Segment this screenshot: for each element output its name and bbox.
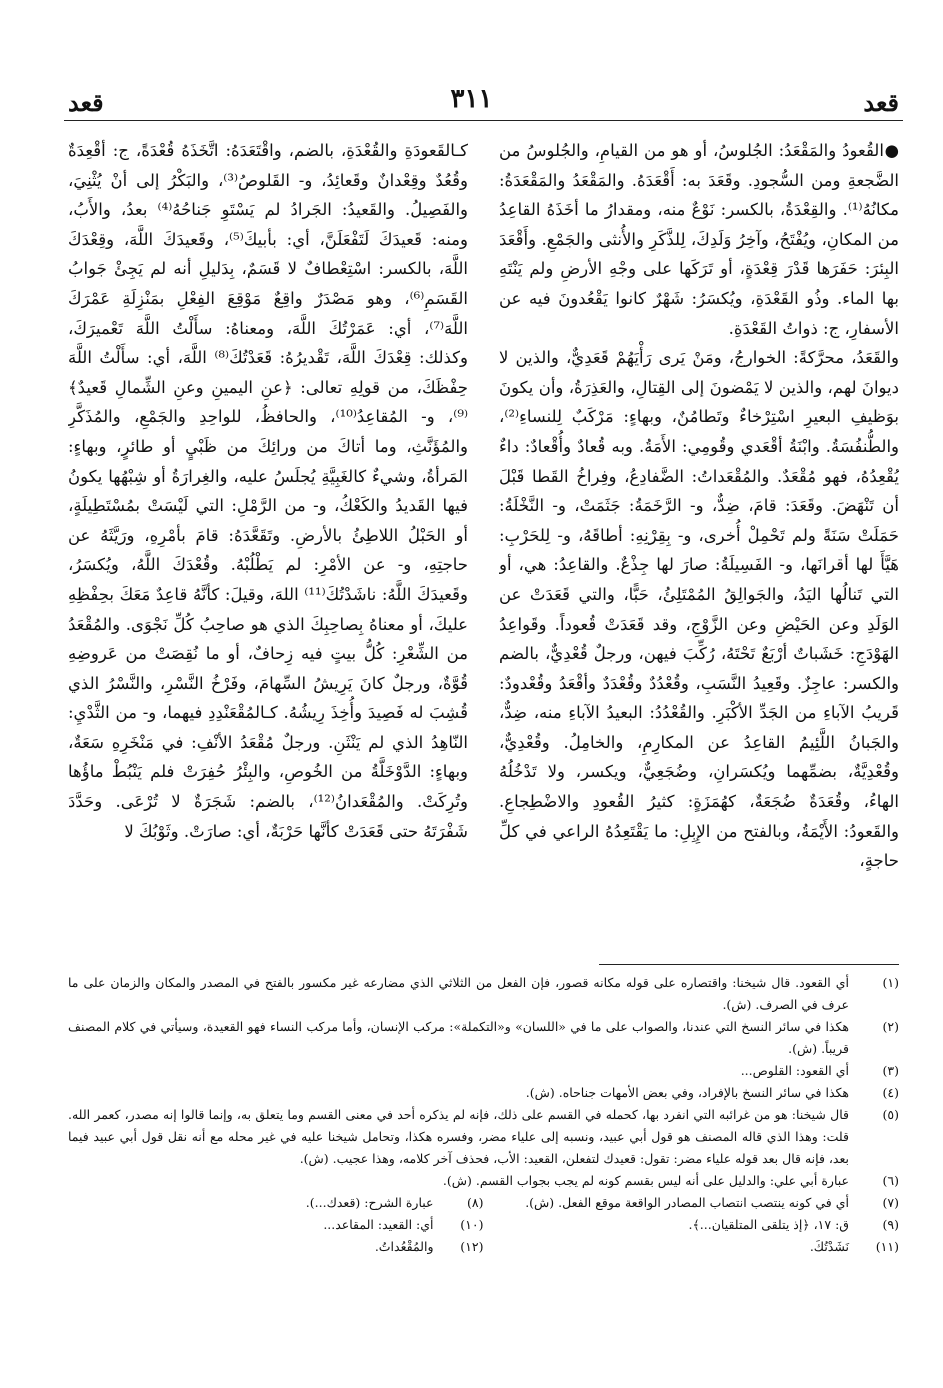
footnotes [68,972,899,1372]
footnote: (٢) هكذا في سائر النسخ التي عندنا، والصواب على ما في «اللسان» و«التكملة»: مركب الإنسان، وأما مركب النساء فهو القعيدة، وسيأتي في كلام المصنف قريباً. (ش). [68,1019,899,1056]
entry-paragraph: كـالقَعودَةِ والقُعْدَةِ، بالضم، واقْتَعَدَهُ: اتَّخَذَهُ قُعْدَةً، ج: أقْعِدَةٌ وقُعُدٌ وقِعْدانٌ وقَعائِدُ، و- القَلوصُ⁽³⁾، والبَكْرُ إلى أنْ يُثْنِيَ، والفَصِيلُ. والقَعيدُ: الجَرادُ لم يَسْتَوِ جَناحُهُ⁽⁴⁾ بعدُ، والأَبُ، ومنه: قَعيدَكَ لَتَفْعَلَنَّ، أي: بأبيكَ⁽⁵⁾، وقَعيدَكَ اللَّهَ، وقِعْدَكَ اللَّهَ، بالكسر: اسْتِعْطافٌ لا قَسَمٌ، بِدَليلِ أنه لم يَجِئْ جَوابُ القَسَمِ⁽⁶⁾، وهو مَصْدَرٌ واقِعٌ مَوْقِعَ الفِعْلِ بمَنْزِلَةِ عَمْرَكَ اللَّهَ⁽⁷⁾، أي: عَمَرْتُكَ اللَّهَ، ومعناهُ: سأَلْتُ اللَّهَ تَعْميرَكَ، وكذلك: قِعْدَكَ اللَّهَ، تَقْديرُهُ: قَعَدْتُكَ⁽⁸⁾ اللَّهَ، أي: سأَلْتُ اللَّهَ حِفْظَكَ، من قولِهِ تعالى: ﴿عنِ اليمينِ وعنِ الشِّمالِ قَعيدٌ﴾⁽⁹⁾، و- المُقاعِدُ⁽¹⁰⁾، والحافظُ، للواحِدِ والجَمْعِ، والمُذَكَّرِ والمُؤَنَّثِ، وما أتاكَ من ورائِكَ من ظَبْيٍ أو طائرٍ، وبهاءٍ: المَرأةُ، وشيءٌ كالغَبِيَّةِ يُجلَسُ عليه، والغِرارَةُ أو شِبْهُها يكونُ فيها القَديدُ والكَعْكُ، و- من الرَّمْلِ: التي لَيْسَتْ بمُسْتَطِيلَةٍ، أو الحَبْلُ اللاطِئُ بالأرضِ. وتَقَعَّدَهُ: قامَ بأمْرِهِ، ورَيَّثَهُ عن حاجتِهِ، و- عن الأمْرِ: لم يَطْلُبْهُ. وقُعْدَكَ اللَّهُ، ويُكسَرُ، وقَعيدَكَ اللَّهُ: ناشَدْتُكَ⁽¹¹⁾ اللهَ، وقيلَ: كأنَّهُ قاعِدٌ مَعَكَ بحِفْظِهِ عليكَ، أو معناهُ بِصاحِبِكَ الذي هو صاحِبُ كُلِّ نَجْوَى. والمُقْعَدُ من الشِّعْرِ: كُلُّ بيتٍ فيه زِحافٌ، أو ما نُقِصَتْ من عَروضِهِ قُوَّةٌ، ورجلٌ كانَ يَرِيشُ السِّهامَ، وفَرْخُ النَّسْرِ، والنَّسْرُ الذي قُشِبَ له فَصِيدَ وأُخِذَ رِيشُهُ. كـالمُقْعَنْدِدِ فيهما، و- من الثَّدْيِ: النّاهِدُ الذي لم يَنْثَنِ. ورجلٌ مُقْعَدُ الأنْفِ: في مَنْخَرِهِ سَعَةٌ، وبهاءٍ: الدَّوْخَلَّةُ من الخُوصِ، والبِئْرُ حُفِرَتْ فلم يَنْبُطْ ماؤُها وتُرِكَتْ. والمُقْعَدانُ⁽¹²⁾، بالضم: شَجَرَةٌ لا تُرْعَى. وحَدَّدَ شَفْرَتَهُ حتى قَعَدَتْ كأنَّها حَرْبَةٌ، أي: صارَتْ. وثَوْبُكَ لا [68,141,468,841]
footnote: (٦) عبارة أبي علي: والدليل على أنه ليس بقسم كونه لم يجب بجواب القسم. (ش). [442,1173,899,1188]
footnote-row [68,1214,899,1236]
footnote: (١٢) والمُقْعُداتُ. [374,1239,484,1254]
header-rule [64,120,903,121]
footnote: (٣) أي القعود: القلوص... [740,1063,899,1078]
footnote: (٧) أي في كونه ينتصب انتصاب المصادر الواقعة موقع الفعل. (ش). [525,1195,899,1210]
header-word-right: قعد [863,88,899,117]
right-column [499,136,899,956]
header-word-left: قعد [68,88,104,117]
footnote-rule [599,964,899,965]
footnote: (٨) عبارة الشرح: (قعدك...). [305,1195,484,1210]
entry-paragraph: والقَعَدُ، محرَّكةً: الخوارجُ، ومَنْ يَرى رَأْيَهُمْ قَعَدِيٌّ، والذين لا ديوانَ لهم، والذين لا يَمْضونَ إلى القِتالِ، والعَذِرَةُ، وأن يكونَ بوَظيفِ البعيرِ اسْتِرْخاءٌ وتَطامُنٌ، وبهاءٍ: مَرْكَبٌ لِلنساءِ⁽²⁾، والطُّنفُسَةُ. وابْنَةُ أقْعَدي وقُومِي: الأَمَةُ. وبه قُعادٌ وأُقْعادٌ: داءٌ يُقْعِدُهُ، فهو مُقْعَدٌ. والمُقْعَداتُ: الضَّفادِعُ، وفِراخُ القَطا قَبْلَ أن تَنْهَضَ. وقَعَدَ: قامَ، ضِدٌّ، و- الرَّخَمَةُ: جَثَمَتْ، و- النَّخْلَةُ: حَمَلَتْ سَنَةً ولم تَحْمِلْ أُخرى، و- بِقِرْنِهِ: أطاقَهُ، و- لِلحَرْبِ: هَيَّأَ لها أقرانَها، و- الفَسِيلَةُ: صارَ لها جِذْعٌ. والقاعِدُ: هي، أو التي تَنالُها اليَدُ، والجَوالِقُ المُمْتَلِئُ، حَبًّا، والتي قَعَدَتْ عن الوَلَدِ وعن الحَيْضِ وعن الزَّوْجِ، وقد قَعَدَتْ قُعوداً. وقَواعِدُ الهَوْدَجِ: خَشَباتٌ أرْبَعٌ تَحْتَهُ، رُكِّبَ فيهن، ورجلٌ قُعْدِيٌّ، بالضم والكسر: عاجِزٌ. وقَعِيدُ النَّسَبِ، وقُعْدُدٌ وقُعْدَدٌ وأقْعَدُ وقُعْدودٌ: قَريبُ الآباءِ من الجَدِّ الأكْبَرِ. والقُعْدُدُ: البعيدُ الآباءِ منه، ضِدٌّ، والجَبانُ اللَّئِيمُ القاعِدُ عن المكارِمِ، والخامِلُ. وقُعْدِيٌّ، وقُعْدِيَّةٌ، بضمِّهما ويُكسَرانِ، وضُجَعِيٌّ، ويكسر، ولا تَدْخُلُهُ الهاءُ، وقُعَدَةٌ ضُجَعَةٌ، كهُمَزَةٍ: كثيرُ القُعودِ والاضْطِجاعِ. والقَعودُ: الأَيْمَةُ، وبالفتح من الإِبِلِ: ما يَقْتَعِدُهُ الراعي في كلِّ حاجةٍ، [499,348,899,871]
entry-paragraph: ●القُعودُ والمَقْعَدُ: الجُلوسُ، أو هو من القيامِ، والجُلوسُ من الضَّجعةِ ومن السُّجودِ. وقَعَدَ به: أَقْعَدَهُ. والمَقْعَدُ والمَقْعَدَةُ: مكانُهُ⁽¹⁾. والقِعْدَةُ، بالكسر: نَوْعٌ منه، ومقدارُ ما أخَذَهُ القاعِدُ من المكانِ، ويُفْتَحُ، وآخِرُ وَلَدِكَ، لِلذَّكَرِ والأُنثى والجَمْعِ. وأَقْعَدَ البِئرَ: حَفَرَها قَدْرَ قِعْدَةٍ، أو تَرَكَها على وجْهِ الأرضِ ولم يَنْتَهِ بها الماء. وذُو القَعْدَةِ، ويُكسَرُ: شَهْرٌ كانوا يَقْعُدونَ فيه عن الأسفارِ، ج: ذواتُ القَعْدَةِ. [499,141,899,338]
footnote: (٤) هكذا في سائر النسخ بالإفراد، وفي بعض الأمهات جناحاه. (ش). [525,1085,899,1100]
footnote: (١١) نَشَدْتُكَ. [809,1239,899,1254]
footnote: (١) أي القعود. قال شيخنا: واقتصاره على قوله مكانه قصور، فإن الفعل من الثلاثي الذي مضارعه غير مكسور بالفتح في المصدر والمكان والزمان على ما عرف في الصرف. (ش). [68,975,899,1012]
footnote-row [68,1236,899,1258]
footnote: (١٠) أي: القعيد: المقاعد... [323,1217,484,1232]
footnote-row [68,1192,899,1214]
footnote: (٩) ق: ١٧، ﴿إذ يتلقى المتلقيان...﴾. [688,1217,899,1232]
footnote: (٥) قال شيخنا: هو من غرائبه التي انفرد بها، كحمله في القسم على ذلك، فإنه لم يذكره أحد في معنى القسم وما يتعلق به، وإنما قالوا إنه مصدر، كعمر الله. قلت: وهذا الذي قاله المصنف هو قول أبي عبيد، ونسبه إلى علياء مضر، وفسره هكذا، وتحامل شيخنا عليه في غير محله مع أنه نقل قول أبي عبيد فيما بعد، فإنه قال بعد قوله علياء مضر: تقول: قعيدك لتفعلن، القعيد: الأب، فحذف آخر كلامه، وهذا عجيب. (ش). [68,1107,899,1166]
page-number: ٣١١ [450,84,493,114]
left-column [68,136,468,956]
